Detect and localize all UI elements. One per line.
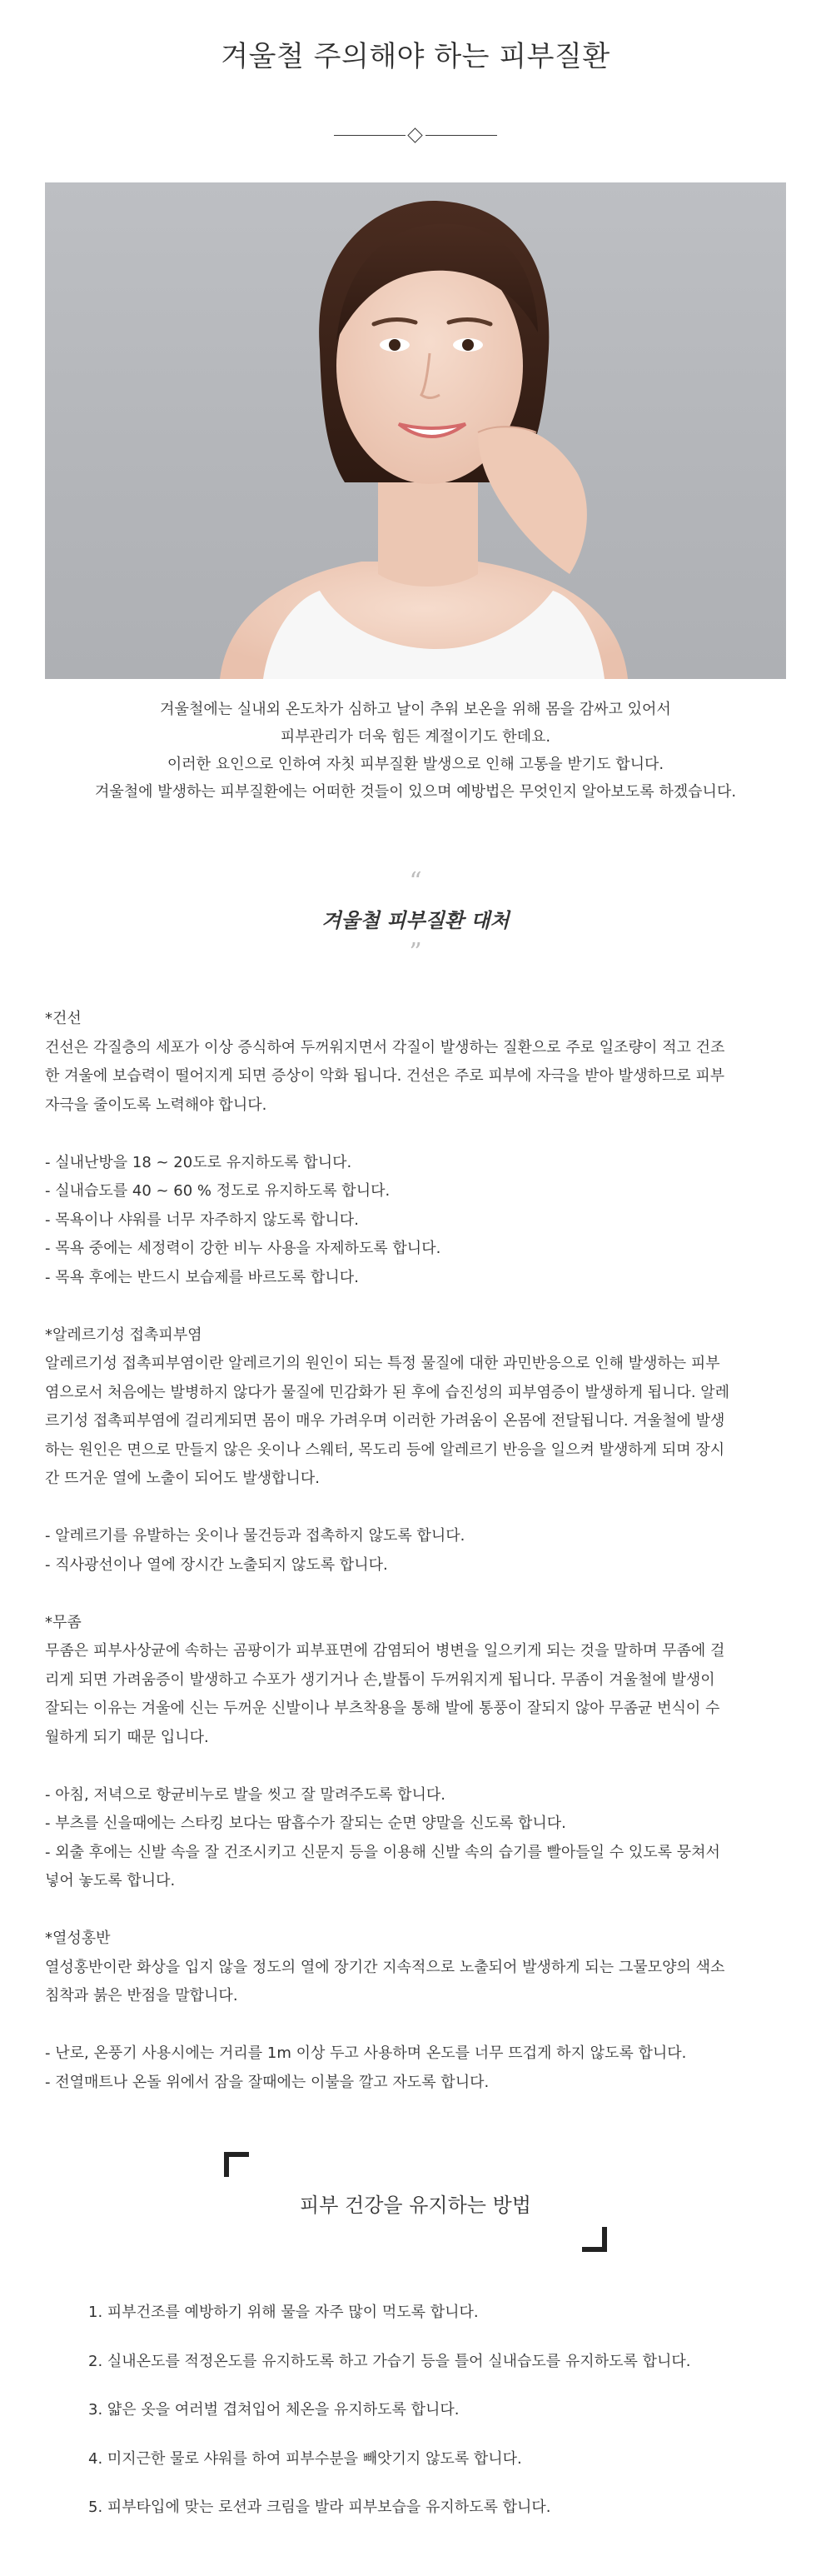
description-line: 무좀은 피부사상균에 속하는 곰팡이가 피부표면에 감염되어 병변을 일으키게 되는 것을 말하며 무좀에 걸 — [45, 1642, 725, 1660]
list-item: - 목욕 후에는 반드시 보습제를 바르도록 합니다. — [45, 1268, 359, 1286]
description-line: 하는 원인은 면으로 만들지 않은 옷이나 스웨터, 목도리 등에 알레르기 반응을 일으켜 발생하게 되며 장시 — [45, 1440, 725, 1459]
corner-bracket-bottom-right-icon — [582, 2227, 607, 2252]
woman-portrait-illustration — [45, 182, 786, 679]
tip-item: 5. 피부타입에 맞는 로션과 크림을 발라 피부보습을 유지하도록 합니다. — [88, 2499, 551, 2516]
disease-section-psoriasis — [45, 1005, 786, 1292]
divider-line-left — [334, 135, 406, 136]
description-line: 르기성 접촉피부염에 걸리게되면 몸이 매우 가려우며 이러한 가려움이 온몸에 전달됩니다. 겨울철에 발생 — [45, 1412, 725, 1430]
section-heading: 겨울철 피부질환 대처 — [321, 909, 510, 932]
list-item: - 알레르기를 유발하는 옷이나 물건등과 접촉하지 않도록 합니다. — [45, 1527, 465, 1545]
tips-heading-frame — [224, 2152, 607, 2252]
intro-line: 피부관리가 더욱 힘든 계절이기도 한데요. — [280, 728, 551, 746]
list-item: - 목욕이나 샤워를 너무 자주하지 않도록 합니다. — [45, 1211, 359, 1229]
list-item: - 목욕 중에는 세정력이 강한 비누 사용을 자제하도록 합니다. — [45, 1240, 441, 1257]
close-quote-icon: ” — [409, 938, 422, 967]
disease-heading: *알레르기성 접촉피부염 — [45, 1325, 202, 1344]
disease-description — [45, 1637, 786, 1752]
divider-line-right — [425, 135, 497, 136]
disease-section-contact-dermatitis — [45, 1321, 786, 1580]
disease-description — [45, 1954, 786, 2011]
tips-list — [88, 2300, 831, 2544]
description-line: 알레르기성 접촉피부염이란 알레르기의 원인이 되는 특정 물질에 대한 과민반응으로 인해 발생하는 피부 — [45, 1355, 720, 1372]
list-item: - 외출 후에는 신발 속을 잘 건조시키고 신문지 등을 이용해 신발 속의 습기를 빨아들일 수 있도록 뭉쳐서 — [45, 1843, 720, 1861]
list-item: - 직사광선이나 열에 장시간 노출되지 않도록 합니다. — [45, 1555, 388, 1574]
intro-paragraph — [0, 696, 831, 806]
corner-bracket-top-left-icon — [224, 2152, 249, 2177]
list-item: 넣어 놓도록 합니다. — [45, 1872, 176, 1890]
list-item: - 난로, 온풍기 사용시에는 거리를 1m 이상 두고 사용하며 온도를 너무 뜨겁게 하지 않도록 합니다. — [45, 2044, 687, 2062]
list-item: - 실내습도를 40 ~ 60 % 정도로 유지하도록 합니다. — [45, 1182, 391, 1200]
description-line: 침착과 붉은 반점을 말합니다. — [45, 1987, 238, 2004]
description-line: 월하게 되기 때문 입니다. — [45, 1728, 209, 1746]
description-line: 한 겨울에 보습력이 떨어지게 되면 증상이 악화 됩니다. 건선은 주로 피부에 자극을 받아 발생하므로 피부 — [45, 1067, 725, 1085]
list-item: - 전열매트나 온돌 위에서 잠을 잘때에는 이불을 깔고 자도록 합니다. — [45, 2073, 490, 2091]
section-quote-heading — [0, 867, 831, 967]
page-title: 겨울철 주의해야 하는 피부질환 — [221, 40, 610, 73]
disease-heading: *무좀 — [45, 1613, 82, 1631]
prevention-list — [45, 1522, 786, 1580]
disease-heading: *건선 — [45, 1010, 82, 1027]
list-item: - 아침, 저녁으로 항균비누로 발을 씻고 잘 말려주도록 합니다. — [45, 1785, 446, 1804]
skin-disease-sections — [45, 1005, 786, 2097]
intro-line: 겨울철에 발생하는 피부질환에는 어떠한 것들이 있으며 예방법은 무엇인지 알아보도록 하겠습니다. — [94, 783, 737, 801]
description-line: 자극을 줄이도록 노력해야 합니다. — [45, 1096, 267, 1114]
description-line: 리게 되면 가려움증이 발생하고 수포가 생기거나 손,발톱이 두꺼워지게 됩니다. 무좀이 겨울철에 발생이 — [45, 1670, 715, 1689]
diamond-ornament-icon — [407, 127, 422, 142]
prevention-list — [45, 2039, 786, 2097]
hero-photo — [45, 182, 786, 679]
list-item: - 실내난방을 18 ~ 20도로 유지하도록 합니다. — [45, 1153, 352, 1171]
description-line: 열성홍반이란 화상을 입지 않을 정도의 열에 장기간 지속적으로 노출되어 발생하게 되는 그물모양의 색소 — [45, 1958, 725, 1976]
tip-item: 1. 피부건조를 예방하기 위해 물을 자주 많이 먹도록 합니다. — [88, 2304, 479, 2321]
tip-item: 4. 미지근한 물로 샤워를 하여 피부수분을 빼앗기지 않도록 합니다. — [88, 2449, 522, 2468]
open-quote-icon: “ — [409, 867, 422, 896]
intro-line: 겨울철에는 실내외 온도차가 심하고 날이 추워 보온을 위해 몸을 감싸고 있어서 — [160, 701, 671, 718]
description-line: 간 뜨거운 열에 노출이 되어도 발생합니다. — [45, 1470, 320, 1487]
description-line: 건선은 각질층의 세포가 이상 증식하여 두꺼워지면서 각질이 발생하는 질환으로 주로 일조량이 적고 건조 — [45, 1038, 725, 1056]
disease-description — [45, 1350, 786, 1494]
list-item: - 부츠를 신을때에는 스타킹 보다는 땀흡수가 잘되는 순면 양말을 신도록 합니다. — [45, 1815, 566, 1832]
tips-title: 피부 건강을 유지하는 방법 — [300, 2194, 531, 2217]
tip-item: 3. 얇은 옷을 여러벌 겹쳐입어 체온을 유지하도록 합니다. — [88, 2401, 460, 2419]
prevention-list — [45, 1781, 786, 1896]
disease-description — [45, 1034, 786, 1121]
title-divider — [334, 127, 497, 144]
intro-line: 이러한 요인으로 인하여 자칫 피부질환 발생으로 인해 고통을 받기도 합니다. — [167, 756, 664, 773]
prevention-list — [45, 1149, 786, 1293]
disease-section-athletes-foot — [45, 1609, 786, 1896]
description-line: 염으로서 처음에는 발병하지 않다가 물질에 민감화가 된 후에 습진성의 피부염증이 발생하게 됩니다. 알레 — [45, 1383, 730, 1401]
disease-heading: *열성홍반 — [45, 1930, 111, 1947]
disease-section-erythema-ab-igne — [45, 1925, 786, 2097]
description-line: 잘되는 이유는 겨울에 신는 두꺼운 신발이나 부츠착용을 통해 발에 통풍이 잘되지 않아 무좀균 번식이 수 — [45, 1700, 720, 1717]
tip-item: 2. 실내온도를 적정온도를 유지하도록 하고 가습기 등을 틀어 실내습도를 유지하도록 합니다. — [88, 2352, 691, 2370]
